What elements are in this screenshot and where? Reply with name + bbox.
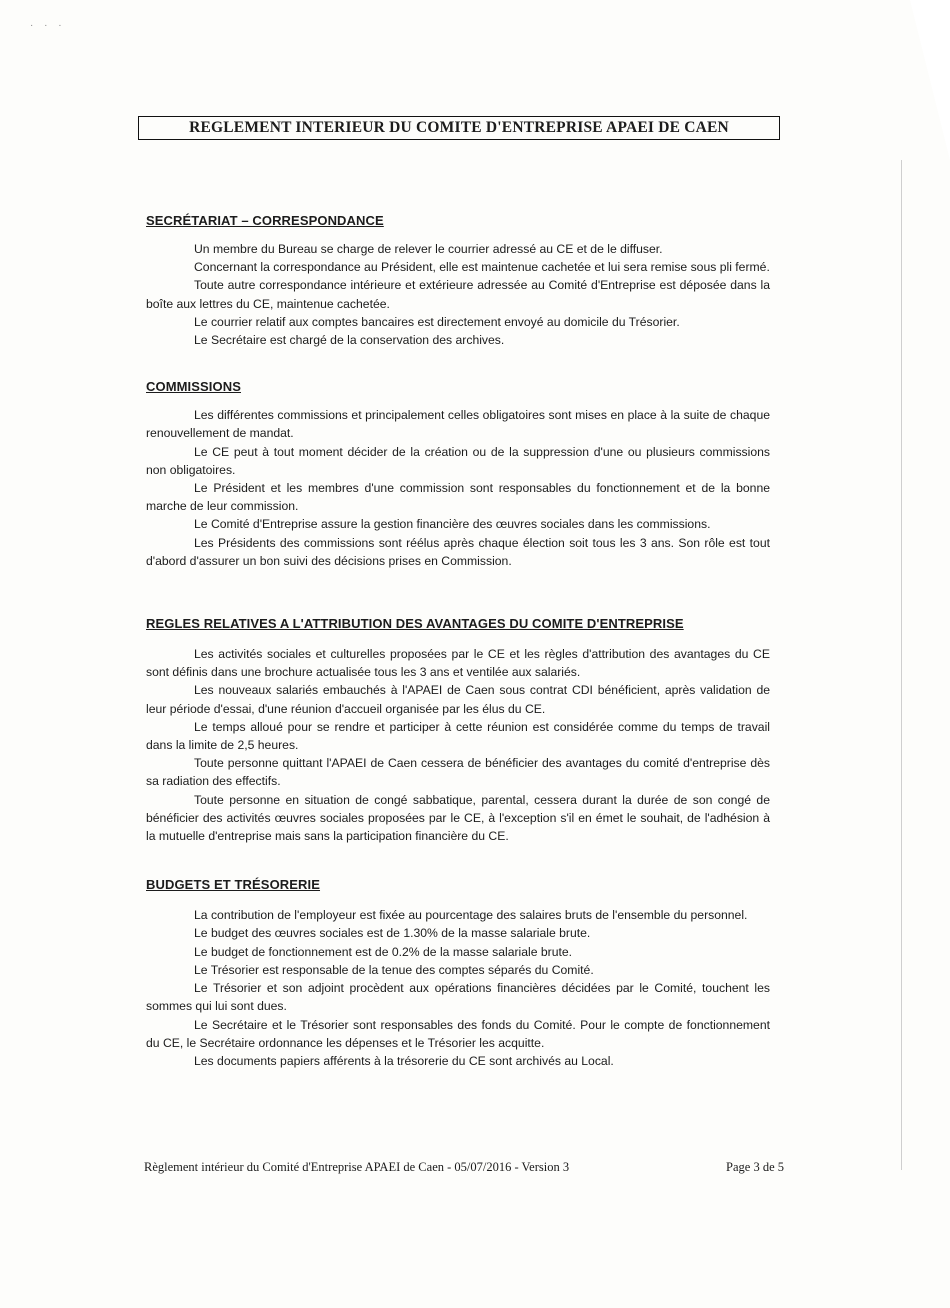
paragraph: Le CE peut à tout moment décider de la création ou de la suppression d'une ou plusieurs commissions non obligatoires.: [146, 444, 770, 477]
paragraph: Le budget des œuvres sociales est de 1.30% de la masse salariale brute.: [194, 926, 591, 941]
section-heading: COMMISSIONS: [146, 379, 241, 395]
section-heading: REGLES RELATIVES A L'ATTRIBUTION DES AVANTAGES DU COMITE D'ENTREPRISE: [146, 616, 684, 632]
paragraph: Le courrier relatif aux comptes bancaires est directement envoyé au domicile du Trésorier.: [194, 314, 680, 329]
document-title: REGLEMENT INTERIEUR DU COMITE D'ENTREPRISE APAEI DE CAEN: [138, 116, 780, 140]
paragraph: Le Secrétaire et le Trésorier sont responsables des fonds du Comité. Pour le compte de fonctionnement du CE, le Secrétaire ordonnance les dépenses et le Trésorier les acquitte.: [146, 1017, 770, 1050]
page-footer: [144, 1160, 784, 1175]
paragraph: Le Trésorier et son adjoint procèdent aux opérations financières décidées par le Comité, touchent les sommes qui lui sont dues.: [146, 981, 770, 1014]
folded-corner: [910, 0, 950, 160]
section-heading: SECRÉTARIAT – CORRESPONDANCE: [146, 213, 384, 228]
paragraph: Le Comité d'Entreprise assure la gestion financière des œuvres sociales dans les commissions.: [194, 517, 711, 532]
section-commissions: [146, 379, 770, 570]
paragraph: Le Secrétaire est chargé de la conservation des archives.: [194, 333, 505, 348]
paragraph: Toute autre correspondance intérieure et extérieure adressée au Comité d'Entreprise est déposée dans la boîte aux lettres du CE, maintenue cachetée.: [146, 278, 770, 311]
page-edge: [901, 160, 902, 1170]
paragraph: Toute personne quittant l'APAEI de Caen cessera de bénéficier des avantages du comité d'entreprise dès sa radiation des effectifs.: [146, 756, 770, 789]
paragraph: Le budget de fonctionnement est de 0.2% de la masse salariale brute.: [194, 944, 573, 959]
paragraph: Toute personne en situation de congé sabbatique, parental, cessera durant la durée de son congé de bénéficier des activités œuvres sociales proposées par le CE, à l'exception s'il en émet le souhait, de l'adhésion à la mutuelle d'entreprise mais sans la participation financière du CE.: [146, 792, 770, 844]
section-secretariat: [146, 213, 770, 349]
scan-dots: · · ·: [30, 20, 66, 31]
paragraph: Les documents papiers afférents à la trésorerie du CE sont archivés au Local.: [194, 1053, 614, 1068]
section-regles: [146, 616, 770, 845]
paragraph: Concernant la correspondance au Président, elle est maintenue cachetée et lui sera remise sous pli fermé.: [194, 260, 770, 275]
footer-document-info: Règlement intérieur du Comité d'Entreprise APAEI de Caen - 05/07/2016 - Version 3: [144, 1160, 570, 1174]
paragraph: Les Présidents des commissions sont réélus après chaque élection soit tous les 3 ans. Son rôle est tout d'abord d'assurer un bon suivi des décisions prises en Commission.: [146, 535, 770, 568]
paragraph: Les différentes commissions et principalement celles obligatoires sont mises en place à la suite de chaque renouvellement de mandat.: [146, 408, 770, 441]
paragraph: Le Président et les membres d'une commission sont responsables du fonctionnement et de la bonne marche de leur commission.: [146, 481, 770, 514]
paragraph: La contribution de l'employeur est fixée au pourcentage des salaires bruts de l'ensemble du personnel.: [194, 908, 748, 923]
paragraph: Le temps alloué pour se rendre et participer à cette réunion est considérée comme du temps de travail dans la limite de 2,5 heures.: [146, 719, 770, 753]
page-number: Page 3 de 5: [726, 1160, 784, 1174]
paragraph: Le Trésorier est responsable de la tenue des comptes séparés du Comité.: [194, 962, 594, 977]
section-heading: BUDGETS ET TRÉSORERIE: [146, 877, 321, 893]
paragraph: Un membre du Bureau se charge de relever le courrier adressé au CE et de le diffuser.: [194, 242, 663, 256]
document-body: [146, 213, 770, 1070]
section-budgets: [146, 877, 770, 1070]
paragraph: Les nouveaux salariés embauchés à l'APAEI de Caen sous contrat CDI bénéficient, après validation de leur période d'essai, d'une réunion d'accueil organisée par les élus du CE.: [146, 683, 770, 716]
paragraph: Les activités sociales et culturelles proposées par le CE et les règles d'attribution des avantages du CE sont définis dans une brochure actualisée tous les 3 ans et ventilée aux salariés.: [146, 647, 770, 680]
